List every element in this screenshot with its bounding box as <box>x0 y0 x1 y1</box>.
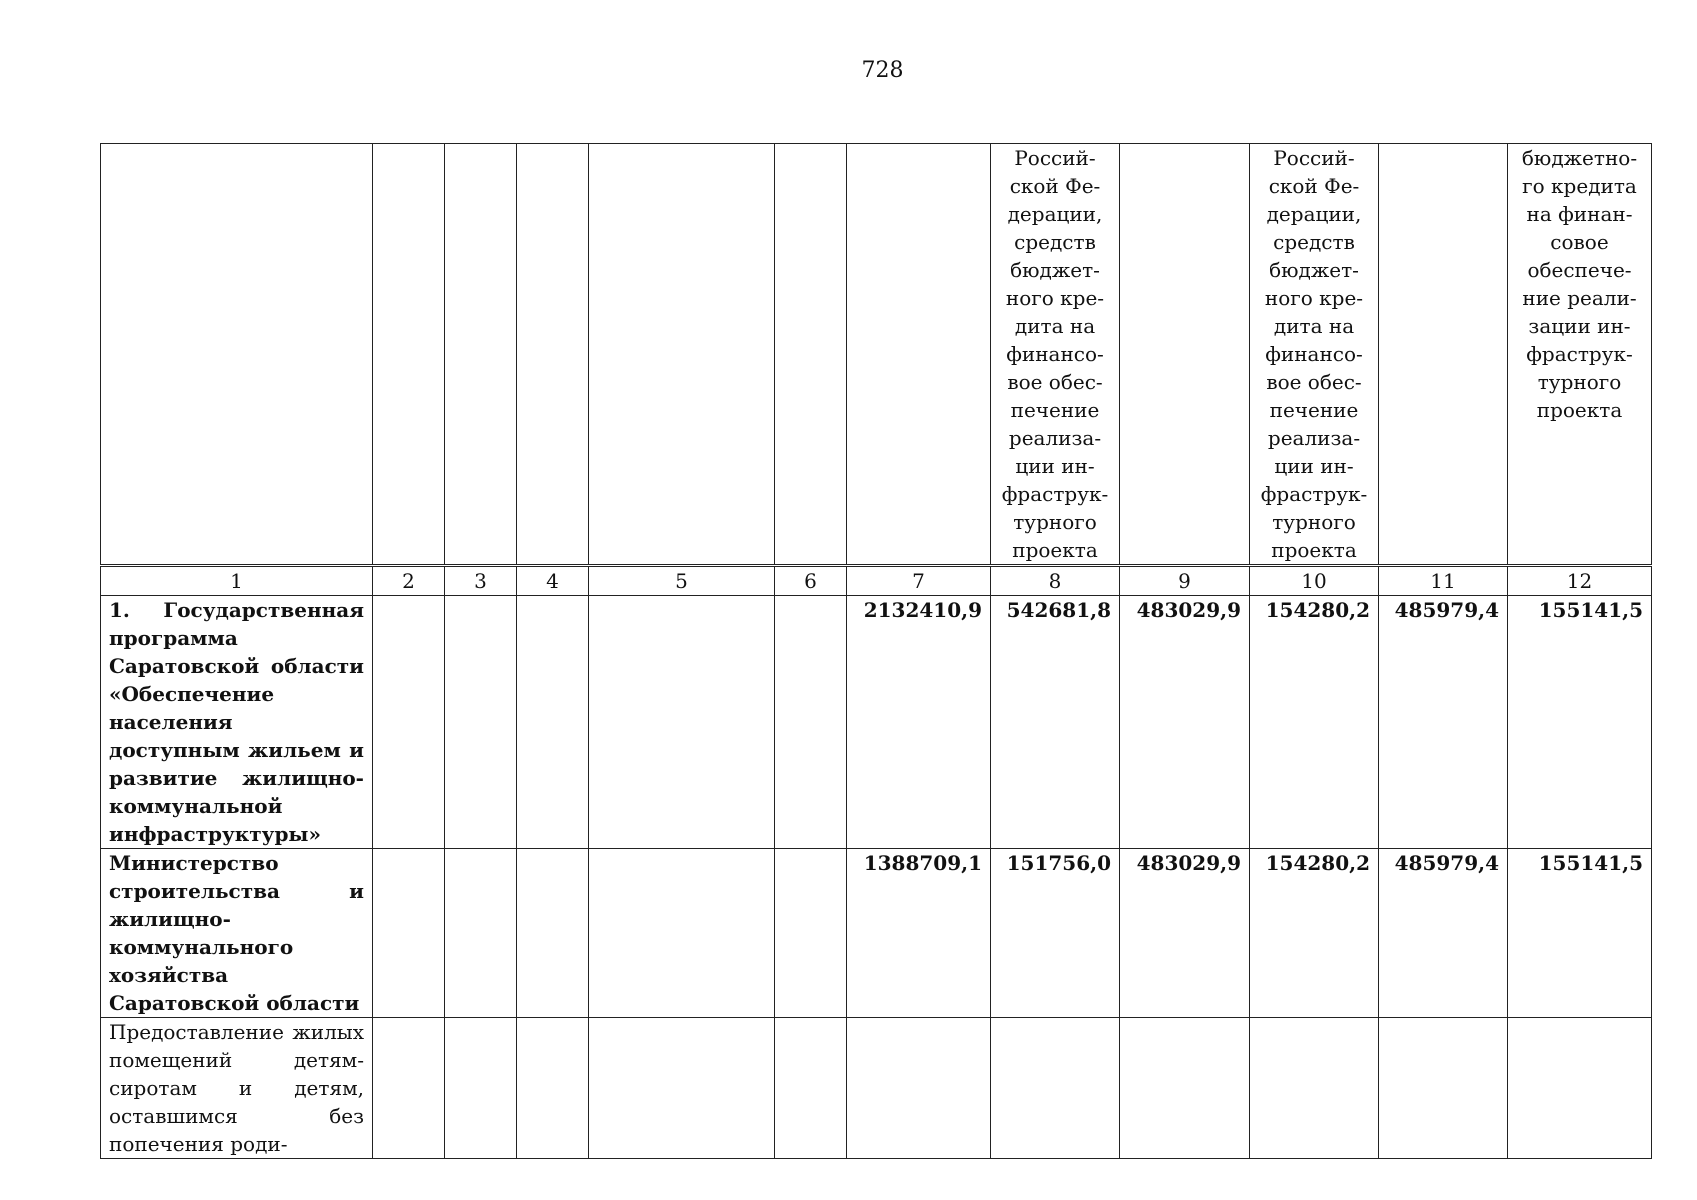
column-number: 9 <box>1120 566 1250 596</box>
value-col-9 <box>1120 1018 1250 1159</box>
empty-cell <box>775 1018 847 1159</box>
value-col-8 <box>991 1018 1120 1159</box>
value-col-10 <box>1250 1018 1379 1159</box>
column-number: 7 <box>847 566 991 596</box>
page-number: 728 <box>861 58 904 83</box>
value-col-9: 483029,9 <box>1120 596 1250 849</box>
header-cell-5 <box>589 144 775 566</box>
table-row <box>101 849 1652 1018</box>
empty-cell <box>373 596 445 849</box>
header-cell-11 <box>1379 144 1508 566</box>
value-col-8: 542681,8 <box>991 596 1120 849</box>
header-cell-3 <box>445 144 517 566</box>
value-col-10: 154280,2 <box>1250 596 1379 849</box>
empty-cell <box>517 596 589 849</box>
header-cell-2 <box>373 144 445 566</box>
value-col-7: 2132410,9 <box>847 596 991 849</box>
row-name: Предоставление жилых помещений детям-сиротам и детям, оставшимся без попечения роди- <box>101 1018 373 1159</box>
header-cell-7 <box>847 144 991 566</box>
header-cell-4 <box>517 144 589 566</box>
value-col-12 <box>1508 1018 1652 1159</box>
header-cell-8 <box>991 144 1120 566</box>
empty-cell <box>517 849 589 1018</box>
value-col-12: 155141,5 <box>1508 849 1652 1018</box>
empty-cell <box>589 596 775 849</box>
empty-cell <box>589 849 775 1018</box>
empty-cell <box>445 849 517 1018</box>
table-row <box>101 1018 1652 1159</box>
empty-cell <box>445 596 517 849</box>
value-col-8: 151756,0 <box>991 849 1120 1018</box>
column-number: 12 <box>1508 566 1652 596</box>
header-text-8: Россий- ской Фе- дерации, средств бюджет- ного кре- дита на финансо- вое обес- печение реализа- ции ин- фраструк- турного проекта <box>1001 146 1109 562</box>
column-number: 4 <box>517 566 589 596</box>
header-text-12: бюджетно- го кредита на финан- совое обеспече- ние реали- зации ин- фраструк- турного проекта <box>1521 146 1638 422</box>
row-name: 1. Государственная программа Саратовской области «Обеспечение населения доступным жильем и развитие жилищно-коммунальной инфраструктуры» <box>101 596 373 849</box>
column-number: 10 <box>1250 566 1379 596</box>
empty-cell <box>775 849 847 1018</box>
column-number: 1 <box>101 566 373 596</box>
value-col-11 <box>1379 1018 1508 1159</box>
column-number: 6 <box>775 566 847 596</box>
header-cell-6 <box>775 144 847 566</box>
column-number: 8 <box>991 566 1120 596</box>
empty-cell <box>373 849 445 1018</box>
value-col-7 <box>847 1018 991 1159</box>
empty-cell <box>517 1018 589 1159</box>
row-name: Министерство строительства и жилищно-коммунального хозяйства Саратовской области <box>101 849 373 1018</box>
value-col-11: 485979,4 <box>1379 596 1508 849</box>
value-col-11: 485979,4 <box>1379 849 1508 1018</box>
header-cell-1 <box>101 144 373 566</box>
empty-cell <box>373 1018 445 1159</box>
empty-cell <box>589 1018 775 1159</box>
header-cell-9 <box>1120 144 1250 566</box>
empty-cell <box>445 1018 517 1159</box>
column-number: 2 <box>373 566 445 596</box>
value-col-7: 1388709,1 <box>847 849 991 1018</box>
budget-table <box>100 143 1652 1159</box>
value-col-10: 154280,2 <box>1250 849 1379 1018</box>
column-number: 3 <box>445 566 517 596</box>
empty-cell <box>775 596 847 849</box>
value-col-9: 483029,9 <box>1120 849 1250 1018</box>
header-cell-10 <box>1250 144 1379 566</box>
column-number: 11 <box>1379 566 1508 596</box>
column-number-row <box>101 566 1652 596</box>
table-row <box>101 596 1652 849</box>
header-text-10: Россий- ской Фе- дерации, средств бюджет- ного кре- дита на финансо- вое обес- печение реализа- ции ин- фраструк- турного проекта <box>1260 146 1368 562</box>
table-header-row <box>101 144 1652 566</box>
header-cell-12 <box>1508 144 1652 566</box>
value-col-12: 155141,5 <box>1508 596 1652 849</box>
column-number: 5 <box>589 566 775 596</box>
